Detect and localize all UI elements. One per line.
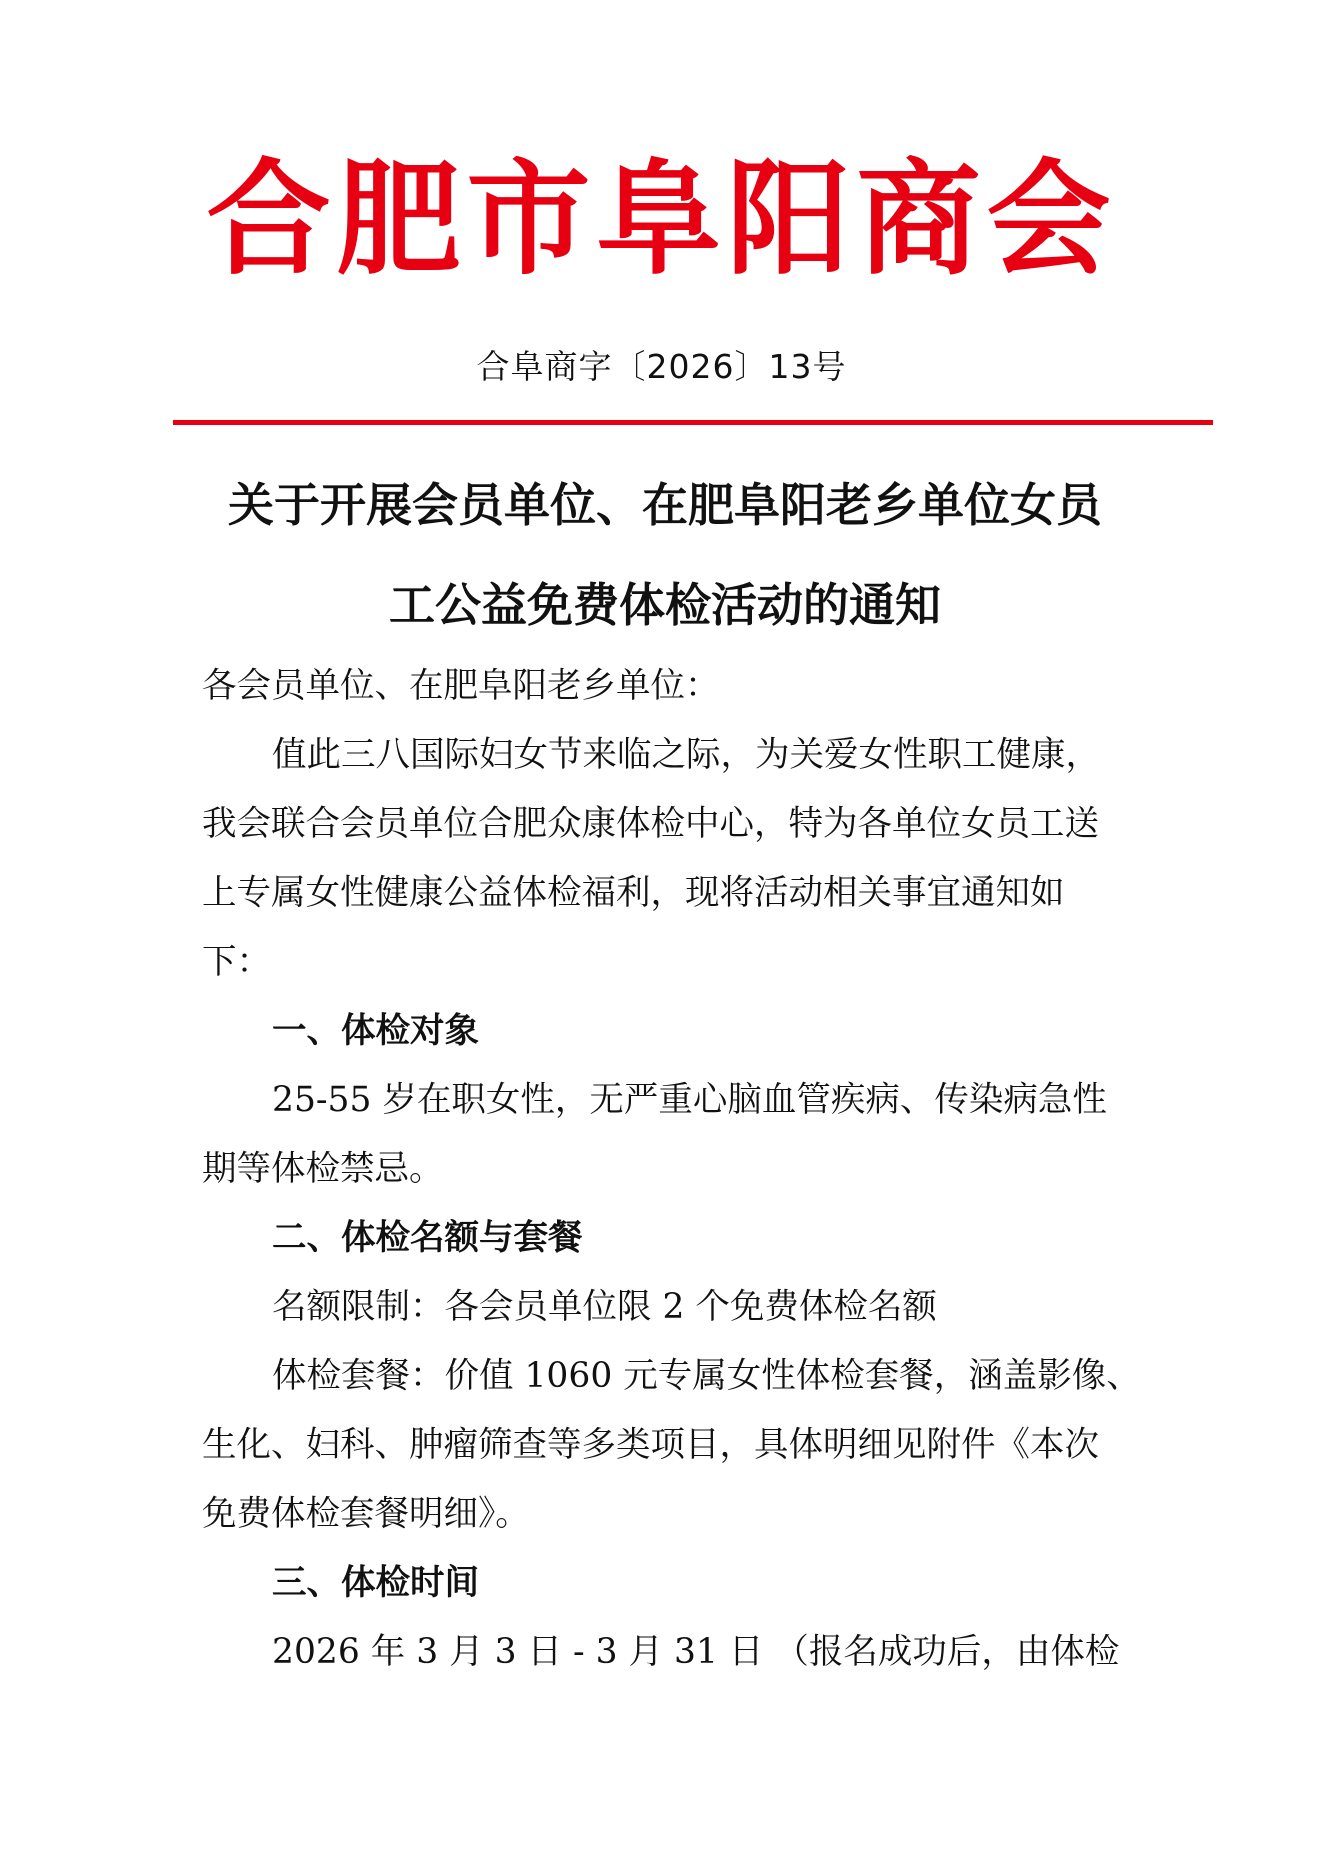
section-heading-quota-package: 二、体检名额与套餐 xyxy=(272,1218,583,1258)
section-heading-target-group: 一、体检对象 xyxy=(272,1011,479,1051)
notice-body xyxy=(202,652,1141,1687)
red-divider-line xyxy=(173,420,1213,425)
notice-title-line-1: 关于开展会员单位、在肥阜阳老乡单位女员 xyxy=(228,478,1102,532)
intro-line: 下： xyxy=(202,942,271,982)
package-line: 生化、妇科、肿瘤筛查等多类项目，具体明细见附件《本次 xyxy=(202,1425,1099,1465)
quota-line: 名额限制：各会员单位限 2 个免费体检名额 xyxy=(272,1287,937,1327)
package-line: 免费体检套餐明细》。 xyxy=(202,1494,530,1534)
exam-time-line: 2026 年 3 月 3 日 - 3 月 31 日 （报名成功后，由体检 xyxy=(272,1632,1120,1672)
intro-line: 我会联合会员单位合肥众康体检中心，特为各单位女员工送 xyxy=(202,804,1099,844)
notice-title-line-2: 工公益免费体检活动的通知 xyxy=(389,578,941,632)
notice-title xyxy=(195,455,1135,655)
intro-line: 值此三八国际妇女节来临之际，为关爱女性职工健康， xyxy=(272,735,1100,775)
section-line: 期等体检禁忌。 xyxy=(202,1149,444,1189)
masthead-title: 合肥市阜阳商会 xyxy=(206,148,1117,292)
package-line: 体检套餐：价值 1060 元专属女性体检套餐，涵盖影像、 xyxy=(272,1356,1141,1396)
document-number: 合阜商字〔2026〕13号 xyxy=(476,347,847,386)
section-heading-exam-time: 三、体检时间 xyxy=(272,1563,479,1603)
intro-line: 上专属女性健康公益体检福利，现将活动相关事宜通知如 xyxy=(202,873,1065,913)
salutation: 各会员单位、在肥阜阳老乡单位： xyxy=(202,666,720,706)
section-line: 25-55 岁在职女性，无严重心脑血管疾病、传染病急性 xyxy=(272,1080,1107,1120)
